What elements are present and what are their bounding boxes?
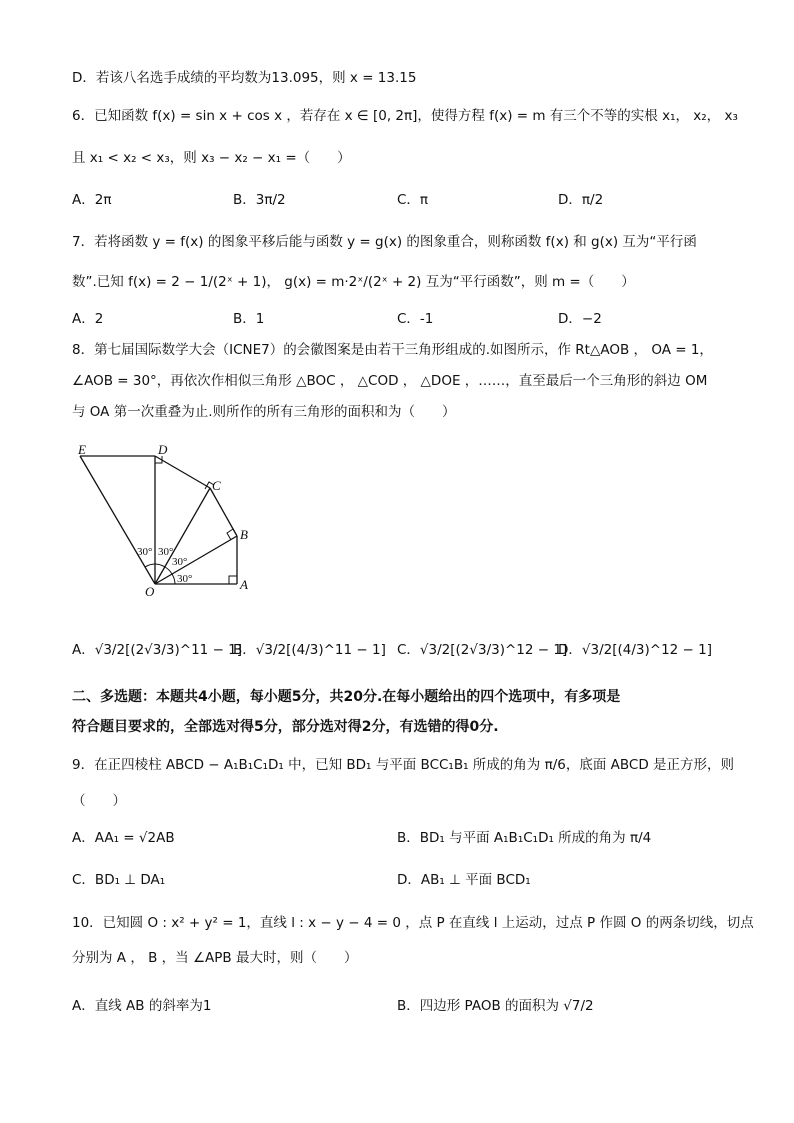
angle-arc-cod [155,564,165,567]
q8-stem-line2: ∠AOB = 30°，再依次作相似三角形 △BOC ， △COD ， △DOE ，……，直至最后一个三角形的斜边 OM [72,373,708,389]
q7-option-d[interactable]: D．−2 [558,311,602,327]
angle-arc-boc [165,567,172,574]
angle-label-aob: 30° [177,573,193,585]
angle-label-boc: 30° [172,556,188,568]
right-angle-a [229,576,237,584]
q6-stem-line2: 且 x₁ < x₂ < x₃，则 x₃ − x₂ − x₁ =（ ） [72,150,351,166]
q9-option-b[interactable]: B．BD₁ 与平面 A₁B₁C₁D₁ 所成的角为 π/4 [397,830,652,846]
q6-option-c[interactable]: C．π [397,192,429,208]
angle-arc-doe [145,564,155,567]
q8-option-a[interactable]: A．√3/2[(2√3/3)^11 − 1] [72,642,243,658]
angle-arc-aob [172,574,175,584]
q10-option-b[interactable]: B．四边形 PAOB 的面积为 √7/2 [397,998,594,1014]
q9-stem-line2: （ ） [72,793,126,809]
q10-stem-line1: 10．已知圆 O : x² + y² = 1，直线 l : x − y − 4 = 0 ，点 P 在直线 l 上运动，过点 P 作圆 O 的两条切线，切点 [72,915,754,931]
q6-option-a[interactable]: A．2π [72,192,112,208]
segment-bc [210,488,237,536]
section2-header-line2: 符合题目要求的，全部选对得5分，部分选对得2分，有选错的得0分. [72,719,499,735]
q9-option-c[interactable]: C．BD₁ ⊥ DA₁ [72,872,166,888]
q8-stem-line3: 与 OA 第一次重叠为止.则所作的所有三角形的面积和为（ ） [72,404,456,420]
segment-cd [155,456,210,488]
q9-option-a[interactable]: A．AA₁ = √2AB [72,830,175,846]
label-e: E [78,442,86,457]
segment-ob [155,536,237,584]
q7-stem-line1: 7．若将函数 y = f(x) 的图象平移后能与函数 y = g(x) 的图象重合，则称函数 f(x) 和 g(x) 互为“平行函 [72,234,697,250]
q6-option-b[interactable]: B．3π/2 [233,192,286,208]
label-c: C [212,478,221,493]
angle-label-cod: 30° [158,546,174,558]
q7-option-a[interactable]: A．2 [72,311,104,327]
q9-stem-line1: 9．在正四棱柱 ABCD − A₁B₁C₁D₁ 中，已知 BD₁ 与平面 BCC₁B₁ 所成的角为 π/6，底面 ABCD 是正方形，则 [72,757,735,773]
q10-option-a[interactable]: A．直线 AB 的斜率为1 [72,998,212,1014]
angle-label-doe: 30° [137,546,153,558]
q8-option-b[interactable]: B．√3/2[(4/3)^11 − 1] [233,642,386,658]
q8-stem-line1: 8．第七届国际数学大会（ICNE7）的会徽图案是由若干三角形组成的.如图所示，作 Rt△AOB ， OA = 1， [72,342,713,358]
q9-option-d[interactable]: D．AB₁ ⊥ 平面 BCD₁ [397,872,531,888]
q7-stem-line2: 数”.已知 f(x) = 2 − 1/(2ˣ + 1)， g(x) = m·2ˣ/(2ˣ + 2) 互为“平行函数”，则 m =（ ） [72,274,635,290]
label-a: A [240,577,248,592]
q7-option-c[interactable]: C．-1 [397,311,434,327]
q8-figure [72,440,272,600]
label-o: O [145,584,155,599]
segment-oe [80,456,155,584]
q8-option-d[interactable]: D．√3/2[(4/3)^12 − 1] [558,642,712,658]
label-b: B [240,527,248,542]
section2-header-line1: 二、多选题：本题共4小题，每小题5分，共20分.在每小题给出的四个选项中，有多项是 [72,689,621,705]
q6-option-d[interactable]: D．π/2 [558,192,604,208]
segment-oc [155,488,210,584]
q7-option-b[interactable]: B．1 [233,311,265,327]
q6-stem-line1: 6．已知函数 f(x) = sin x + cos x ，若存在 x ∈ [0, 2π]，使得方程 f(x) = m 有三个不等的实根 x₁， x₂， x₃ [72,108,738,124]
q10-stem-line2: 分别为 A ， B ，当 ∠APB 最大时，则（ ） [72,950,358,966]
label-d: D [158,442,168,457]
q5-option-d: D．若该八名选手成绩的平均数为13.095，则 x = 13.15 [72,70,417,86]
q8-option-c[interactable]: C．√3/2[(2√3/3)^12 − 1] [397,642,568,658]
